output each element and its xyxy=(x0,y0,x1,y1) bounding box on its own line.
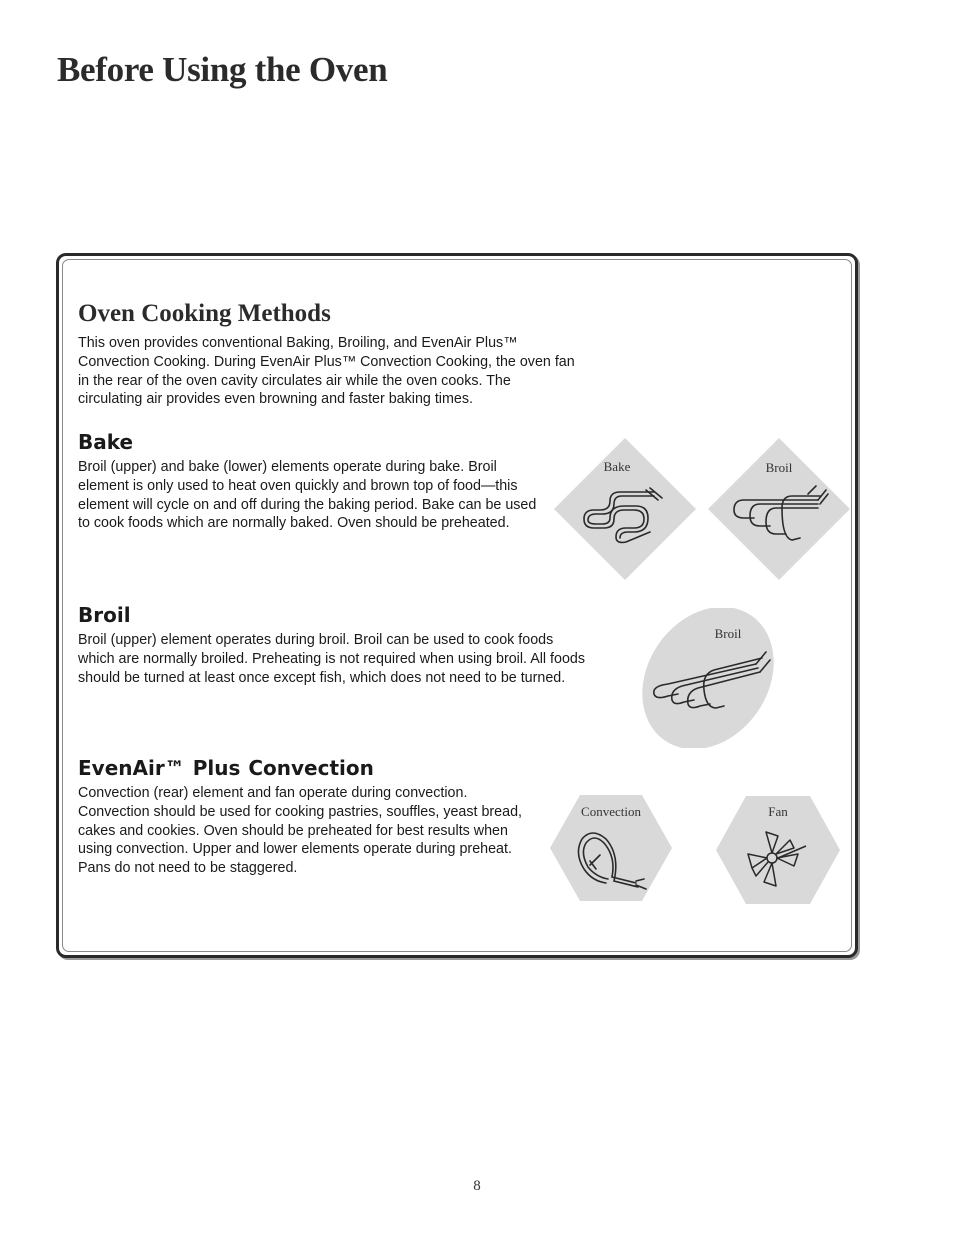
convection-heading-word-1: EvenAir™ xyxy=(78,756,185,780)
bake-paragraph: Broil (upper) and bake (lower) elements operate during bake. Broil element is only used to heat oven quickly and brown top of food—this element will cycle on and off during the baking period. Bake can be used to cook foods which are normally baked. Oven should be preheated. xyxy=(78,459,537,532)
intro-paragraph: This oven provides conventional Baking, Broiling, and EvenAir Plus™ Convection Cooking. During EvenAir Plus™ Convection Cooking, the oven fan in the rear of the oven cavity circulates air while the oven cooks. The circulating air provides even browning and faster baking times. xyxy=(78,335,575,408)
broil-figure xyxy=(638,608,778,748)
broil-figure-label: Broil xyxy=(714,626,742,641)
section-title: Oven Cooking Methods xyxy=(78,300,331,327)
convection-heading-word-2: Plus xyxy=(192,756,241,780)
bake-broil-figure-label: Broil xyxy=(765,460,793,475)
broil-paragraph: Broil (upper) element operates during broil. Broil can be used to cook foods which are normally broiled. Preheating is not required when using broil. All foods should be turned at least once except fish, which does not need to be turned. xyxy=(78,632,586,686)
broil-heading: Broil xyxy=(78,603,131,627)
bake-figure xyxy=(554,438,696,580)
bake-broil-figure xyxy=(708,438,850,580)
convection-heading-word-3: Convection xyxy=(248,756,374,780)
page-title: Before Using the Oven xyxy=(57,50,388,89)
convection-figure xyxy=(550,795,672,901)
bake-heading: Bake xyxy=(78,430,134,454)
fan-figure-label: Fan xyxy=(768,804,788,819)
fan-figure xyxy=(716,796,840,904)
convection-heading xyxy=(78,756,382,780)
convection-figure-label: Convection xyxy=(581,804,641,819)
bake-figure-label: Bake xyxy=(603,459,631,474)
convection-paragraph: Convection (rear) element and fan operate during convection. Convection should be used for cooking pastries, souffles, yeast bread, cakes and cookies. Oven should be preheated for best results when using convection. Upper and lower elements operate during preheat. Pans do not need to be staggered. xyxy=(78,785,522,877)
page-number: 8 xyxy=(473,1178,481,1194)
